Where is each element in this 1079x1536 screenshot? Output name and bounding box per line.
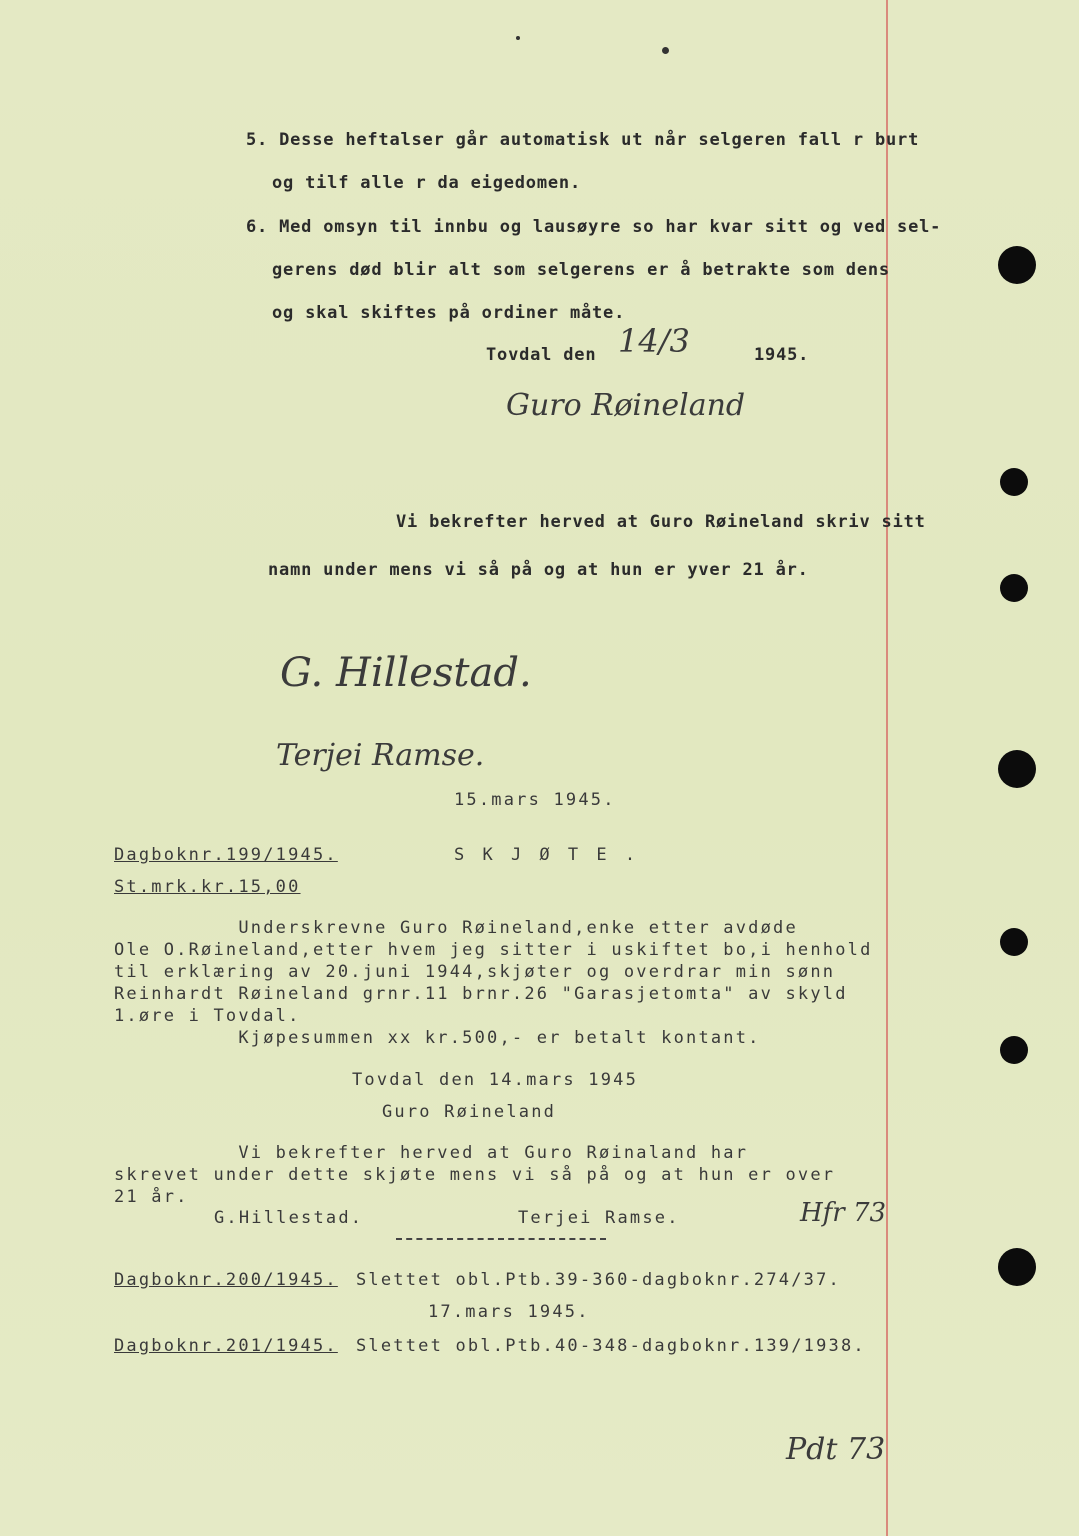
deed-body-line: til erklæring av 20.juni 1944,skjøter og overdrar min sønn: [114, 962, 836, 982]
margin-mark-1: Hfr 73: [800, 1198, 887, 1228]
deed-witness-line: Vi bekrefter herved at Guro Røinaland har: [114, 1143, 749, 1163]
punch-hole: [998, 750, 1036, 788]
deed-witness-line: 21 år.: [114, 1187, 189, 1207]
witness-line-1: Vi bekrefter herved at Guro Røineland skriv sitt: [396, 512, 926, 532]
punch-hole: [1000, 928, 1028, 956]
punch-hole: [1000, 1036, 1028, 1064]
signature-ramse: Terjei Ramse.: [276, 738, 485, 773]
clause-6-line-1: 6. Med omsyn til innbu og lausøyre so har kvar sitt og ved sel-: [246, 217, 942, 237]
skjote-title: S K J Ø T E .: [454, 845, 640, 865]
ink-dot: [516, 36, 520, 40]
signature-hillestad: G. Hillestad.: [280, 650, 532, 696]
deed-body-line: Underskrevne Guro Røineland,enke etter avdøde: [114, 918, 798, 938]
deed-body-line: Reinhardt Røineland grnr.11 brnr.26 "Garasjetomta" av skyld: [114, 984, 848, 1004]
dashed-separator: [396, 1238, 606, 1240]
deed-body-line: Ole O.Røineland,etter hvem jeg sitter i uskiftet bo,i henhold: [114, 940, 873, 960]
entry-201-text: Slettet obl.Ptb.40-348-dagboknr.139/1938.: [356, 1336, 866, 1356]
dagbok-199: Dagboknr.199/1945.: [114, 845, 338, 865]
deed-body-line: Kjøpesummen xx kr.500,- er betalt kontant.: [114, 1028, 761, 1048]
deed-place-date: Tovdal den 14.mars 1945: [352, 1070, 639, 1090]
signature-guro: Guro Røineland: [506, 388, 746, 423]
handwritten-date: 14/3: [618, 322, 690, 360]
deed-signer: Guro Røineland: [382, 1102, 557, 1122]
deed-body-line: 1.øre i Tovdal.: [114, 1006, 301, 1026]
punch-hole: [1000, 574, 1028, 602]
clause-5-line-1: 5. Desse heftalser går automatisk ut når selgeren fall r burt: [246, 130, 920, 150]
deed-witness-2: Terjei Ramse.: [518, 1208, 680, 1228]
punch-hole: [998, 1248, 1036, 1286]
punch-hole: [1000, 468, 1028, 496]
stamp-duty: St.mrk.kr.15,00: [114, 877, 301, 897]
punch-hole: [998, 246, 1036, 284]
dagbok-200: Dagboknr.200/1945.: [114, 1270, 338, 1290]
witness-line-2: namn under mens vi så på og at hun er yver 21 år.: [268, 560, 809, 580]
year-label: 1945.: [754, 345, 810, 365]
date-17-march: 17.mars 1945.: [428, 1302, 590, 1322]
margin-mark-2: Pdt 73: [786, 1432, 886, 1467]
clause-6-line-3: og skal skiftes på ordiner måte.: [272, 303, 626, 323]
deed-witness-line: skrevet under dette skjøte mens vi så på og at hun er over: [114, 1165, 836, 1185]
date-15-march: 15.mars 1945.: [454, 790, 616, 810]
deed-witness-1: G.Hillestad.: [214, 1208, 364, 1228]
clause-6-line-2: gerens død blir alt som selgerens er å betrakte som dens: [272, 260, 890, 280]
ink-dot: [662, 47, 669, 54]
place-date-label: Tovdal den: [486, 345, 597, 365]
clause-5-line-2: og tilf alle r da eigedomen.: [272, 173, 581, 193]
entry-200-text: Slettet obl.Ptb.39-360-dagboknr.274/37.: [356, 1270, 841, 1290]
dagbok-201: Dagboknr.201/1945.: [114, 1336, 338, 1356]
